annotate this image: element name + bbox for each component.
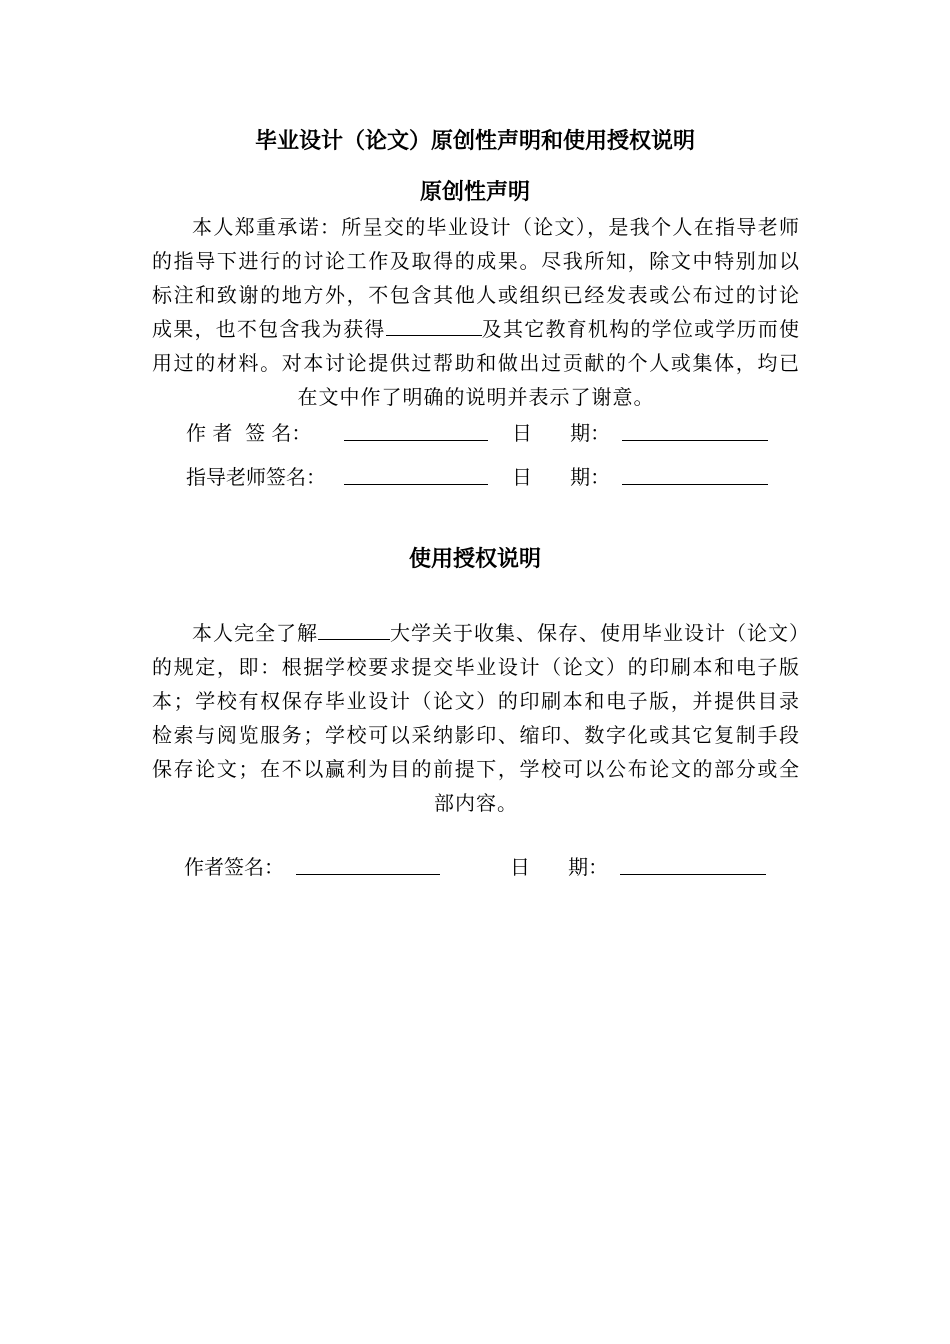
university-blank[interactable] — [318, 638, 390, 640]
originality-title: 原创性声明 — [419, 180, 530, 205]
authorization-text-part2: 大学关于收集、保存、使用毕业设计（论文）的规定，即：根据学校要求提交毕业设计（论文）的印刷本和电子版本；学校有权保存毕业设计（论文）的印刷本和电子版，并提供目录检索与阅览服务；学校可以采纳影印、缩印、数字化或其它复制手段保存论文；在不以赢利为目的前提下，学校可以公布论文的部分或全部内容。 — [152, 621, 800, 815]
auth-date-line[interactable] — [620, 874, 766, 875]
date-line-1[interactable] — [622, 440, 768, 441]
auth-author-signature-line[interactable] — [296, 874, 440, 875]
date-label-2: 日 期： — [512, 465, 611, 489]
author-signature-label: 作 者 签 名： — [186, 421, 312, 445]
authorization-text-part1: 本人完全了解 — [192, 621, 318, 645]
author-signature-line[interactable] — [344, 440, 488, 441]
auth-date-label: 日 期： — [510, 855, 609, 879]
date-line-2[interactable] — [622, 484, 768, 485]
advisor-signature-label: 指导老师签名： — [186, 465, 326, 489]
originality-paragraph — [152, 210, 800, 414]
advisor-signature-line[interactable] — [344, 484, 488, 485]
auth-author-signature-label: 作者签名： — [184, 855, 284, 879]
main-title: 毕业设计（论文）原创性声明和使用授权说明 — [254, 129, 695, 154]
authorization-paragraph — [152, 616, 800, 820]
authorization-title: 使用授权说明 — [408, 547, 541, 572]
originality-text-part2: 及其它教育机构的学位或学历而使用过的材料。对本讨论提供过帮助和做出过贡献的个人或集体，均已在文中作了明确的说明并表示了谢意。 — [152, 317, 801, 409]
degree-blank[interactable] — [386, 334, 482, 336]
originality-text-part1: 本人郑重承诺：所呈交的毕业设计（论文），是我个人在指导老师的指导下进行的讨论工作及取得的成果。尽我所知，除文中特别加以标注和致谢的地方外，不包含其他人或组织已经发表或公布过的讨论成果，也不包含我为获得 — [152, 215, 800, 341]
advisor-signature-row — [186, 462, 786, 492]
auth-author-signature-row — [184, 852, 784, 882]
author-signature-row — [186, 418, 786, 448]
date-label-1: 日 期： — [512, 421, 611, 445]
